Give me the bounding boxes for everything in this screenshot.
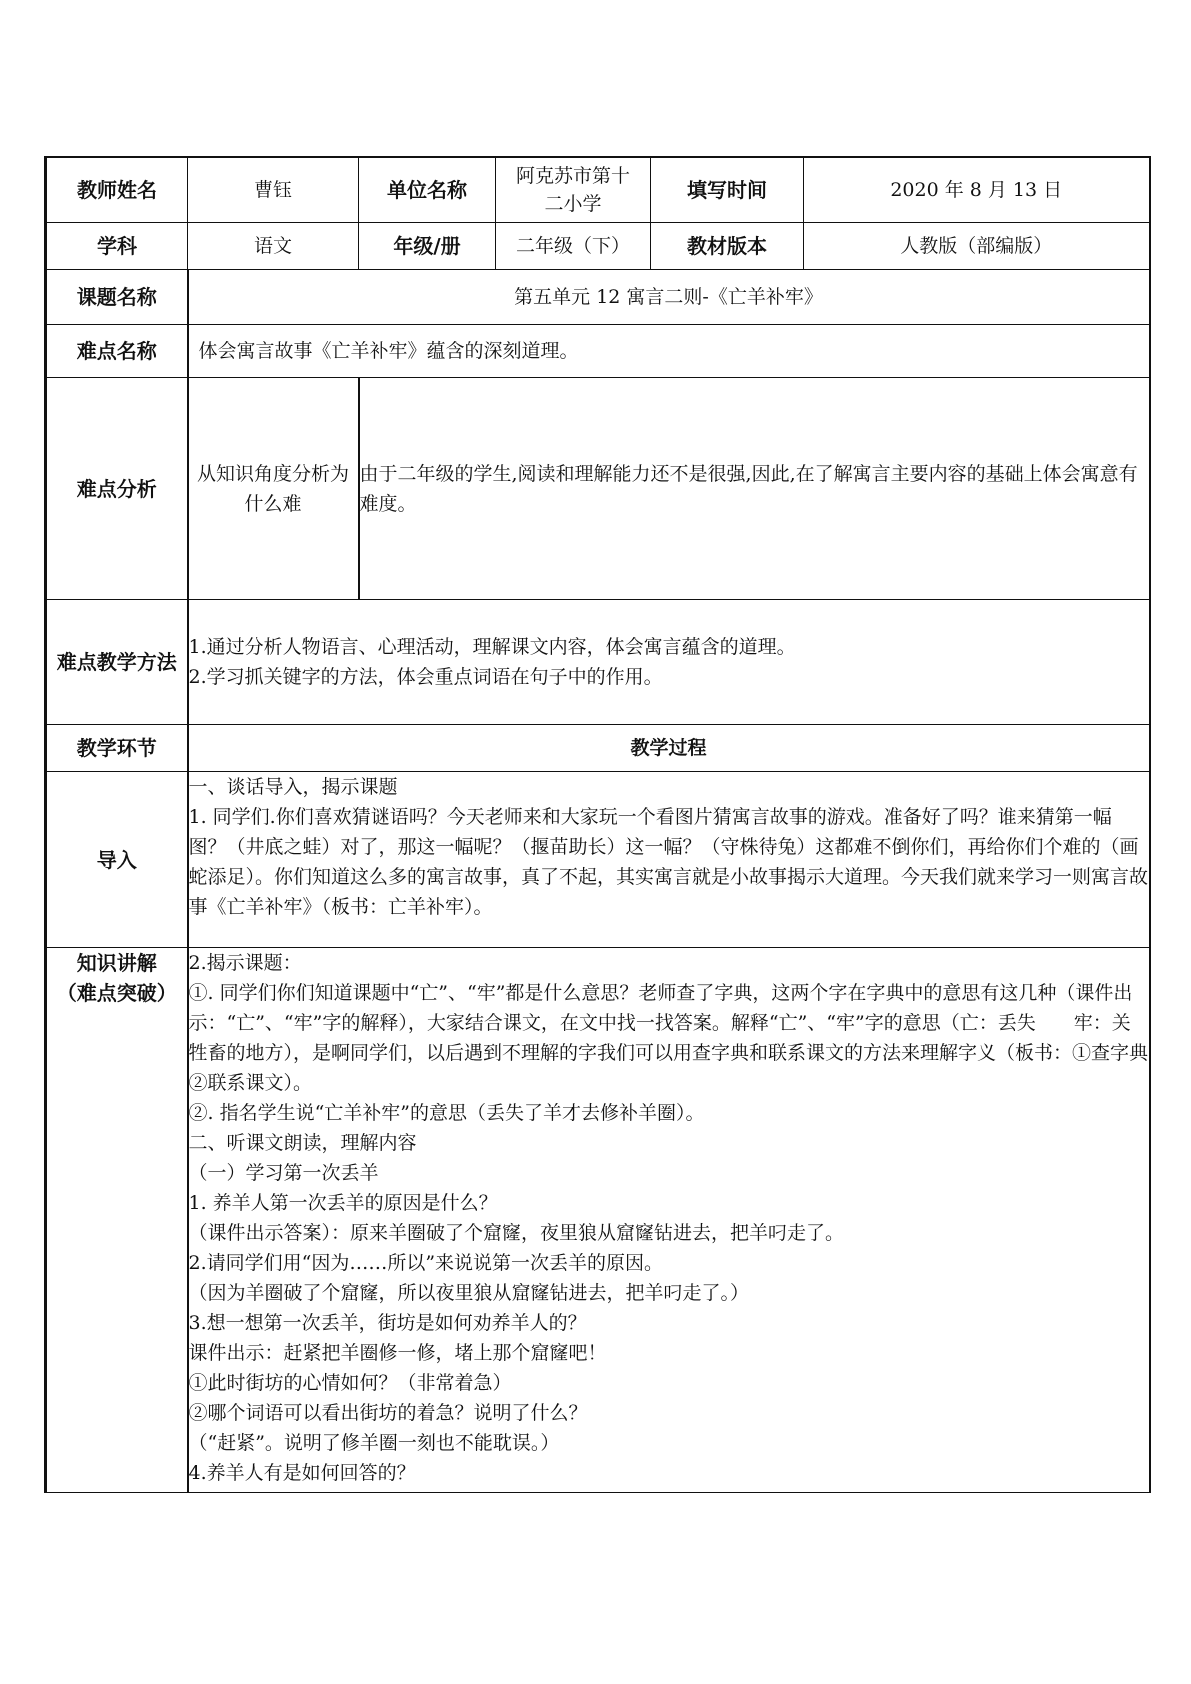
difficulty-label: 难点名称 [46, 325, 188, 378]
method-label: 难点教学方法 [46, 600, 188, 725]
knowledge-label [46, 948, 188, 1493]
analysis-label: 难点分析 [46, 378, 188, 600]
unit-value: 阿克苏市第十二小学 [496, 157, 651, 223]
knowledge-line: ②哪个词语可以看出街坊的着急？说明了什么？ [188, 1402, 588, 1424]
textbook-label: 教材版本 [651, 223, 804, 270]
knowledge-line: 1. 养羊人第一次丢羊的原因是什么？ [188, 1192, 498, 1214]
knowledge-line: （一）学习第一次丢羊 [188, 1162, 379, 1184]
analysis-sub-label: 从知识角度分析为什么难 [188, 378, 359, 600]
intro-line: 一、谈话导入，揭示课题 [188, 776, 398, 798]
analysis-value: 由于二年级的学生,阅读和理解能力还不是很强,因此,在了解寓言主要内容的基础上体会寓意有难度。 [359, 378, 1150, 600]
difficulty-row [46, 325, 1150, 378]
knowledge-line: 3.想一想第一次丢羊，街坊是如何劝养羊人的？ [188, 1312, 587, 1334]
method-row [46, 600, 1150, 725]
method-line: 2.学习抓关键字的方法，体会重点词语在句子中的作用。 [188, 666, 663, 688]
topic-value: 第五单元 12 寓言二则-《亡羊补牢》 [188, 270, 1150, 325]
knowledge-line: 2.请同学们用“因为……所以”来说说第一次丢羊的原因。 [188, 1252, 664, 1274]
knowledge-line: 二、听课文朗读，理解内容 [188, 1132, 417, 1154]
knowledge-line: 课件出示：赶紧把羊圈修一修，堵上那个窟窿吧！ [188, 1342, 607, 1364]
intro-body [188, 772, 1150, 948]
grade-label: 年级/册 [359, 223, 496, 270]
knowledge-line: 4.养羊人有是如何回答的？ [188, 1462, 416, 1484]
knowledge-line: ①. 同学们你们知道课题中“亡”、“牢”都是什么意思？老师查了字典，这两个字在字典中的意思有这几种（课件出示：“亡”、“牢”字的解释），大家结合课文，在文中找一找答案。解释“亡”、“牢”字的意思（亡：丢失 牢：关牲畜的地方），是啊同学们，以后遇到不理解的字我们可以用查字典和联系课文的方法来理解字义（板书：①查字典 ②联系课文）。 [188, 982, 1149, 1094]
process-label: 教学过程 [188, 725, 1150, 772]
teacher-label: 教师姓名 [46, 157, 188, 223]
grade-value: 二年级（下） [496, 223, 651, 270]
lesson-plan-table [44, 156, 1151, 1493]
knowledge-line: 2.揭示课题： [188, 952, 302, 974]
textbook-value: 人教版（部编版） [804, 223, 1150, 270]
knowledge-line: ②. 指名学生说“亡羊补牢”的意思（丢失了羊才去修补羊圈）。 [188, 1102, 705, 1124]
topic-row [46, 270, 1150, 325]
knowledge-line: （因为羊圈破了个窟窿，所以夜里狼从窟窿钻进去，把羊叼走了。） [188, 1282, 750, 1304]
subject-label: 学科 [46, 223, 188, 270]
knowledge-label-line1: 知识讲解 [76, 951, 157, 975]
intro-line: 1. 同学们.你们喜欢猜谜语吗？今天老师来和大家玩一个看图片猜寓言故事的游戏。准备好了吗？谁来猜第一幅图？（井底之蛙）对了，那这一幅呢？（揠苗助长）这一幅？（守株待兔）这都难不倒你们，再给你们个难的（画蛇添足）。你们知道这么多的寓言故事，真了不起，其实寓言就是小故事揭示大道理。今天我们就来学习一则寓言故事《亡羊补牢》（板书：亡羊补牢）。 [188, 806, 1149, 918]
fill-time-value: 2020 年 8 月 13 日 [804, 157, 1150, 223]
knowledge-row [46, 948, 1150, 1493]
teacher-value: 曹钰 [188, 157, 359, 223]
header-row [46, 157, 1150, 223]
knowledge-line: （课件出示答案）：原来羊圈破了个窟窿，夜里狼从窟窿钻进去，把羊叼走了。 [188, 1222, 845, 1244]
analysis-row [46, 378, 1150, 600]
method-line: 1.通过分析人物语言、心理活动，理解课文内容，体会寓言蕴含的道理。 [188, 636, 796, 658]
intro-label: 导入 [46, 772, 188, 948]
process-header-row [46, 725, 1150, 772]
method-body [188, 600, 1150, 725]
topic-label: 课题名称 [46, 270, 188, 325]
subject-value: 语文 [188, 223, 359, 270]
intro-row [46, 772, 1150, 948]
stage-label: 教学环节 [46, 725, 188, 772]
knowledge-line: ①此时街坊的心情如何？（非常着急） [188, 1372, 512, 1394]
fill-time-label: 填写时间 [651, 157, 804, 223]
knowledge-line: （“赶紧”。说明了修羊圈一刻也不能耽误。） [188, 1432, 560, 1454]
knowledge-body [188, 948, 1150, 1493]
knowledge-label-line2: （难点突破） [56, 981, 177, 1005]
unit-label: 单位名称 [359, 157, 496, 223]
subject-row [46, 223, 1150, 270]
difficulty-value: 体会寓言故事《亡羊补牢》蕴含的深刻道理。 [188, 325, 1150, 378]
